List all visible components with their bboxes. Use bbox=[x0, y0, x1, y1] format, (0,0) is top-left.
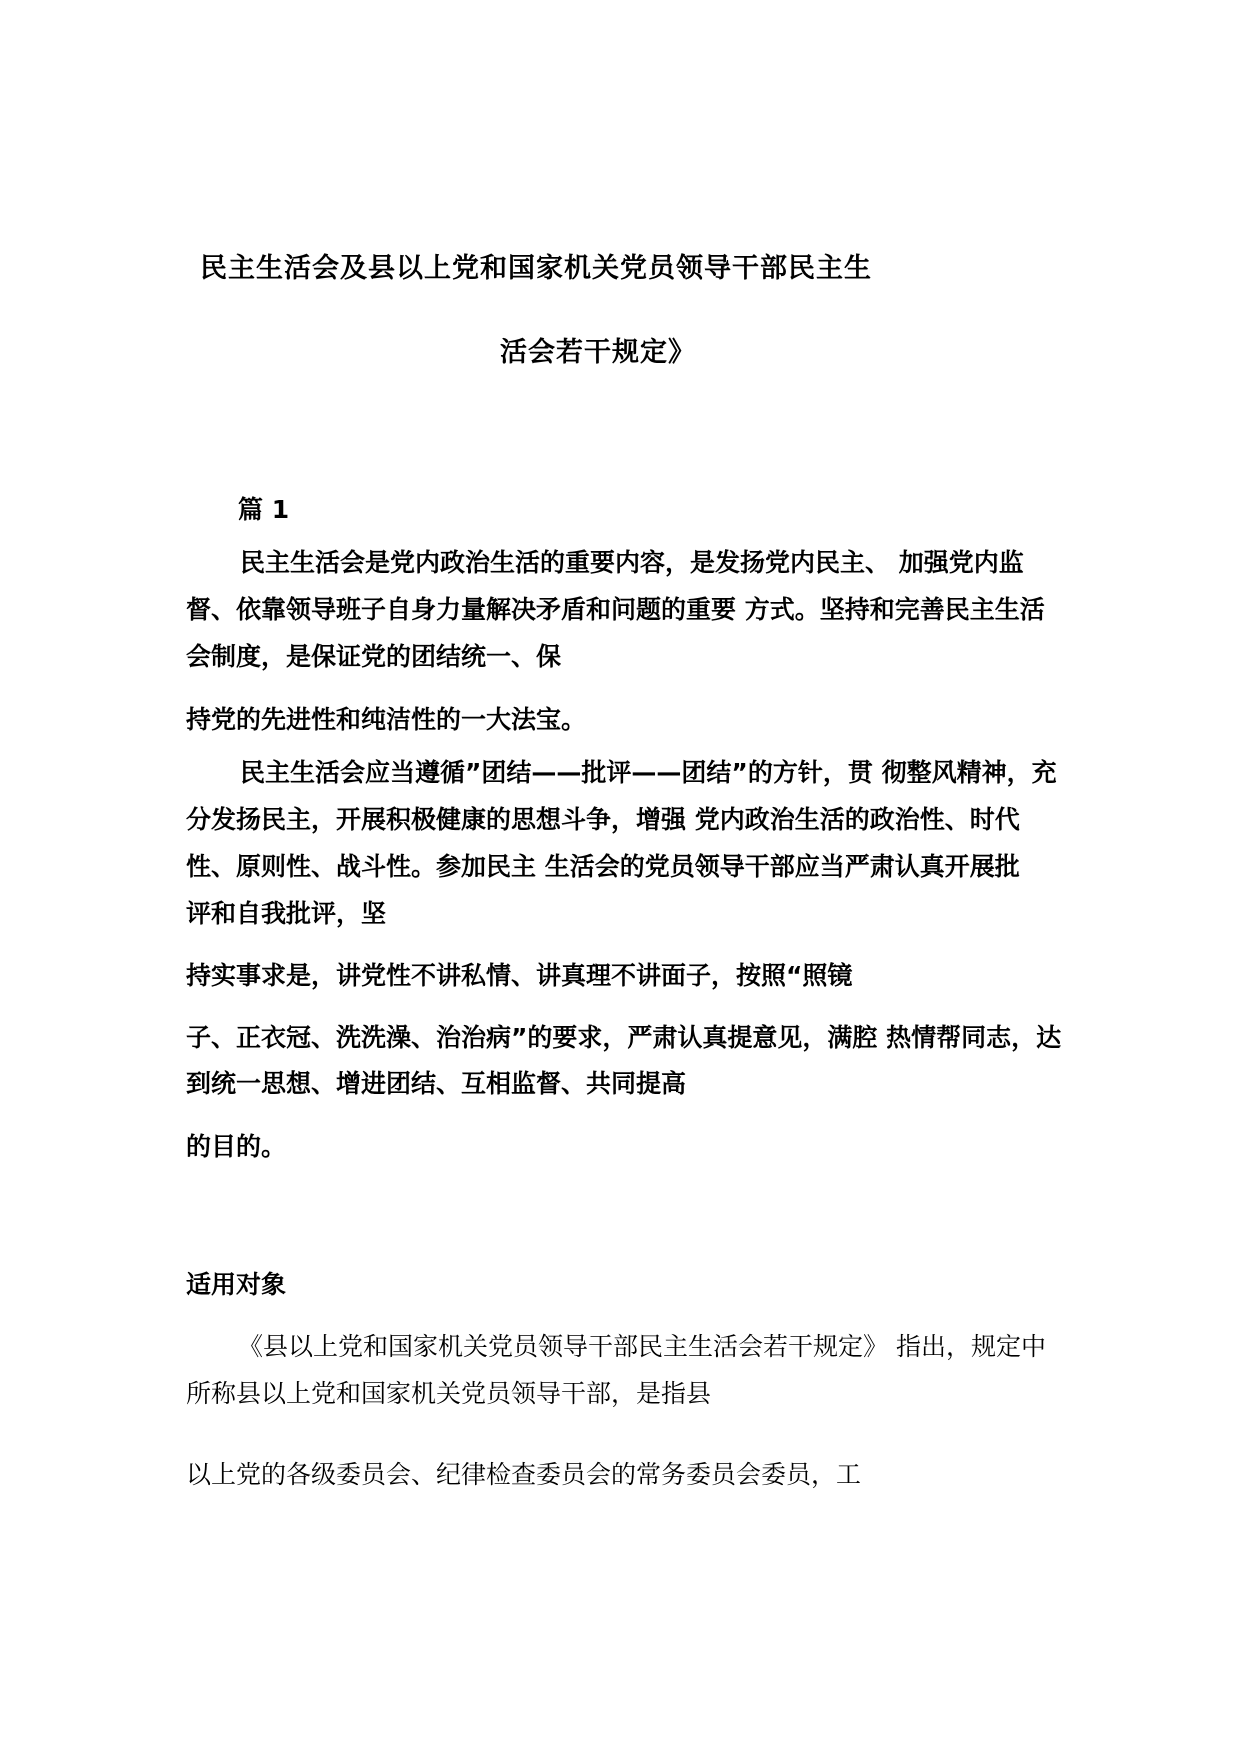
paragraph-2-line: 民主生活会应当遵循”团结——批评——团结”的方针，贯 彻整风精神，充 bbox=[240, 758, 1057, 787]
title-line-1: 民主生活会及县以上党和国家机关党员领导干部民主生 bbox=[200, 253, 872, 284]
paragraph-1-line: 会制度，是保证党的团结统一、保 bbox=[186, 642, 562, 671]
paragraph-2-line: 性、原则性、战斗性。参加民主 生活会的党员领导干部应当严肃认真开展批 bbox=[186, 852, 1020, 881]
paragraph-2-line: 分发扬民主，开展积极健康的思想斗争，增强 党内政治生活的政治性、时代 bbox=[186, 805, 1020, 834]
paragraph-2-line: 持实事求是，讲党性不讲私情、讲真理不讲面子，按照“照镜 bbox=[186, 961, 853, 990]
section-heading: 适用对象 bbox=[186, 1270, 287, 1299]
paragraph-1-line: 持党的先进性和纯洁性的一大法宝。 bbox=[186, 705, 587, 734]
title-line-2: 活会若干规定》 bbox=[500, 337, 696, 368]
paragraph-3-line: 所称县以上党和国家机关党员领导干部，是指县 bbox=[186, 1379, 712, 1408]
paragraph-2-line: 的目的。 bbox=[186, 1132, 287, 1161]
paragraph-1-line: 民主生活会是党内政治生活的重要内容，是发扬党内民主、 加强党内监 bbox=[240, 548, 1024, 577]
section-label: 篇 1 bbox=[238, 495, 290, 524]
paragraph-2-line: 评和自我批评，坚 bbox=[186, 899, 387, 928]
paragraph-3-line: 以上党的各级委员会、纪律检查委员会的常务委员会委员，工 bbox=[186, 1460, 862, 1489]
paragraph-1-line: 督、依靠领导班子自身力量解决矛盾和问题的重要 方式。坚持和完善民主生活 bbox=[186, 595, 1045, 624]
paragraph-2-line: 子、正衣冠、洗洗澡、治治病”的要求，严肃认真提意见，满腔 热情帮同志，达 bbox=[186, 1023, 1062, 1052]
paragraph-2-line: 到统一思想、增进团结、互相监督、共同提高 bbox=[186, 1069, 687, 1098]
paragraph-3-line: 《县以上党和国家机关党员领导干部民主生活会若干规定》 指出，规定中 bbox=[238, 1332, 1046, 1361]
